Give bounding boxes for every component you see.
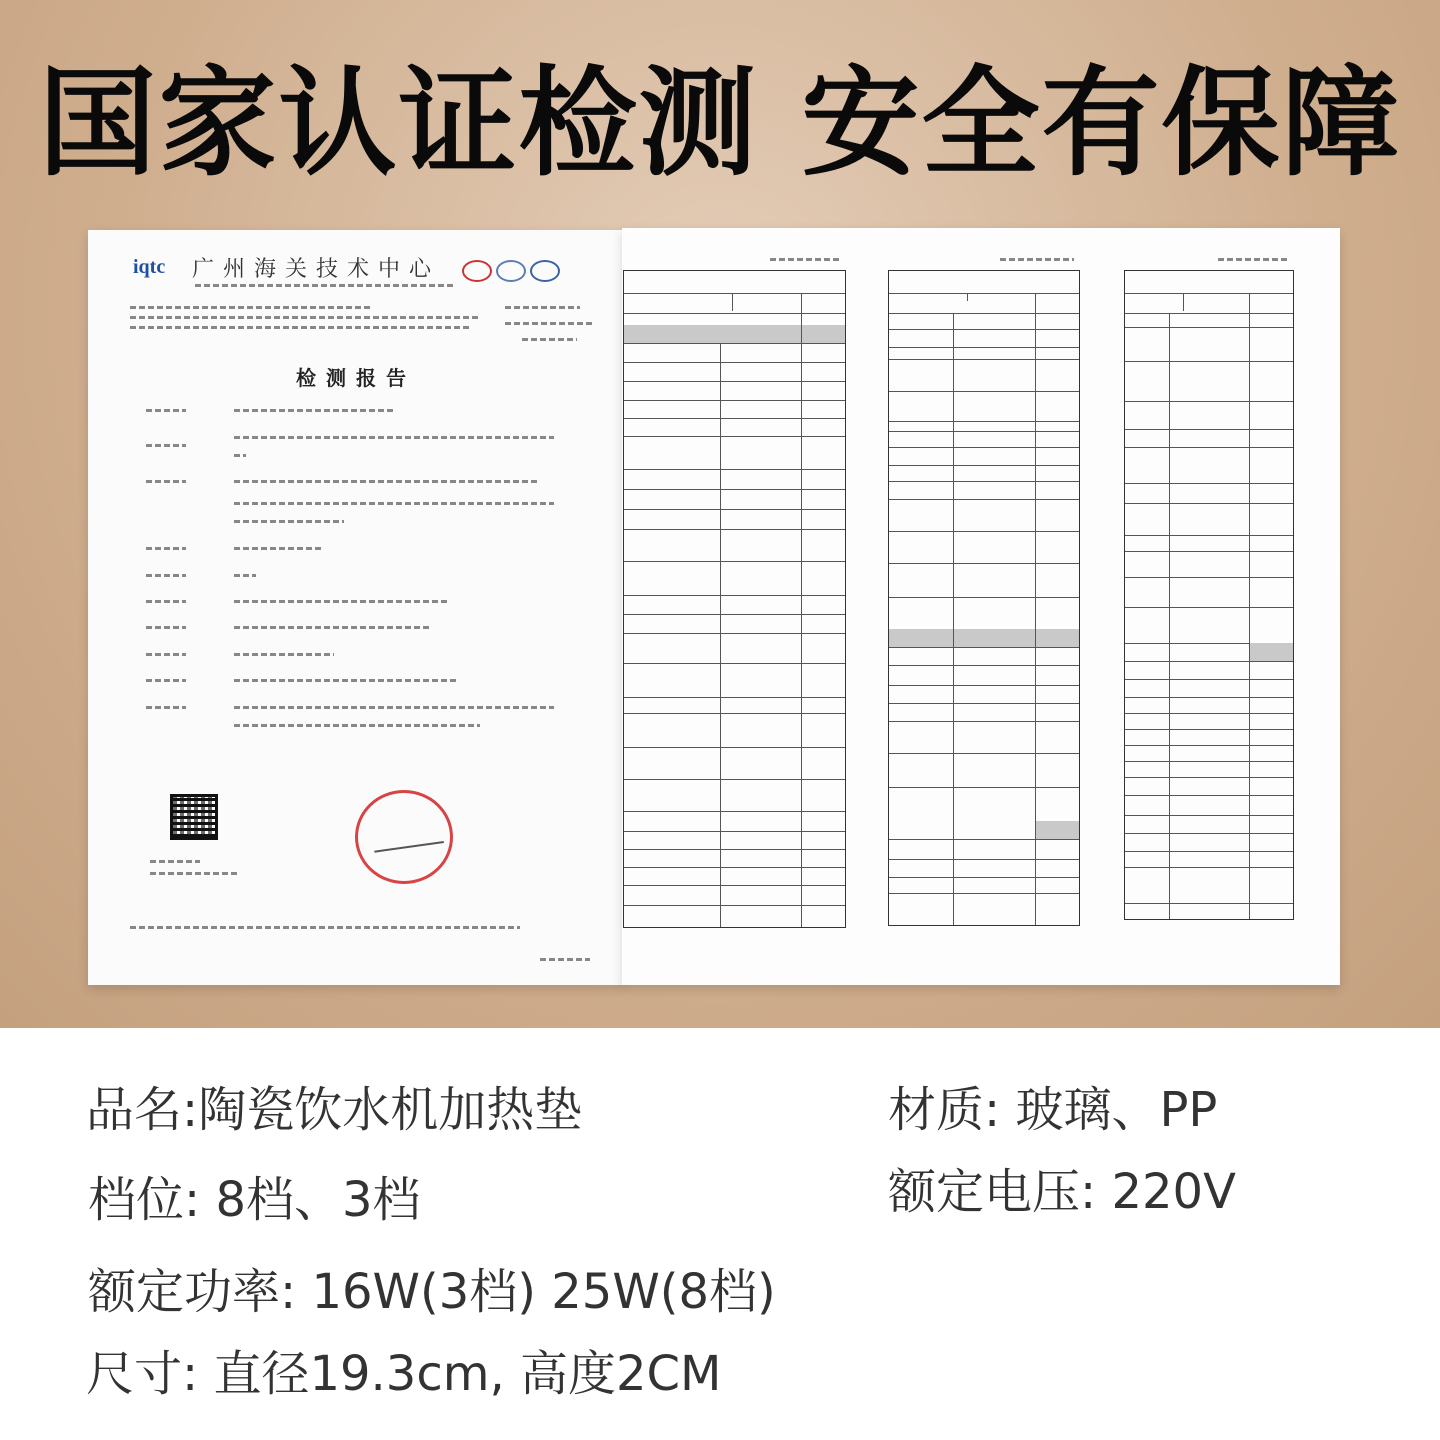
cma-mark-icon <box>462 260 492 282</box>
certificate-logo: iqtc <box>133 256 166 278</box>
contact-line <box>505 306 580 309</box>
spec-material <box>888 1080 1217 1140</box>
spec-material-value: 玻璃、PP <box>1015 1082 1218 1138</box>
spec-power-value: 16W(3档) 25W(8档) <box>311 1264 776 1320</box>
qr-caption <box>150 860 200 863</box>
spec-gear-value: 8档、3档 <box>215 1172 421 1228</box>
headline: 国家认证检测 安全有保障 <box>38 54 1402 192</box>
ilac-mark-icon <box>530 260 560 282</box>
spec-name <box>86 1080 582 1140</box>
spec-name-label: 品名: <box>86 1082 199 1138</box>
spec-voltage-label: 额定电压: <box>888 1164 1097 1220</box>
address-line <box>130 306 370 309</box>
qr-code-icon <box>170 794 218 840</box>
certificate-issuer: 广州海关技术中心 <box>192 256 441 281</box>
spec-size-value: 直径19.3cm, 高度2CM <box>213 1346 722 1402</box>
report-title: 检测报告 <box>296 368 416 390</box>
spec-size-label: 尺寸: <box>86 1346 199 1402</box>
issuer-subline <box>195 284 455 287</box>
spec-size <box>86 1344 721 1404</box>
footer-line <box>130 926 520 929</box>
page-number <box>770 258 840 261</box>
spec-voltage <box>888 1162 1236 1222</box>
page-footer <box>540 958 590 961</box>
page-number <box>1218 258 1288 261</box>
spec-power-label: 额定功率: <box>88 1264 297 1320</box>
test-table-3 <box>1124 270 1294 920</box>
address-line <box>130 316 480 319</box>
cnas-mark-icon <box>496 260 526 282</box>
qr-caption <box>150 872 240 875</box>
spec-voltage-value: 220V <box>1111 1164 1236 1220</box>
spec-material-label: 材质: <box>888 1082 1001 1138</box>
contact-line <box>522 338 577 341</box>
test-table-2 <box>888 270 1080 926</box>
address-line <box>130 326 470 329</box>
page-number <box>1000 258 1074 261</box>
test-table-1 <box>623 270 846 928</box>
spec-name-value: 陶瓷饮水机加热垫 <box>198 1082 583 1138</box>
contact-line <box>505 322 593 325</box>
spec-power <box>88 1262 776 1322</box>
spec-gear-label: 档位: <box>88 1172 201 1228</box>
spec-gear <box>88 1170 421 1230</box>
